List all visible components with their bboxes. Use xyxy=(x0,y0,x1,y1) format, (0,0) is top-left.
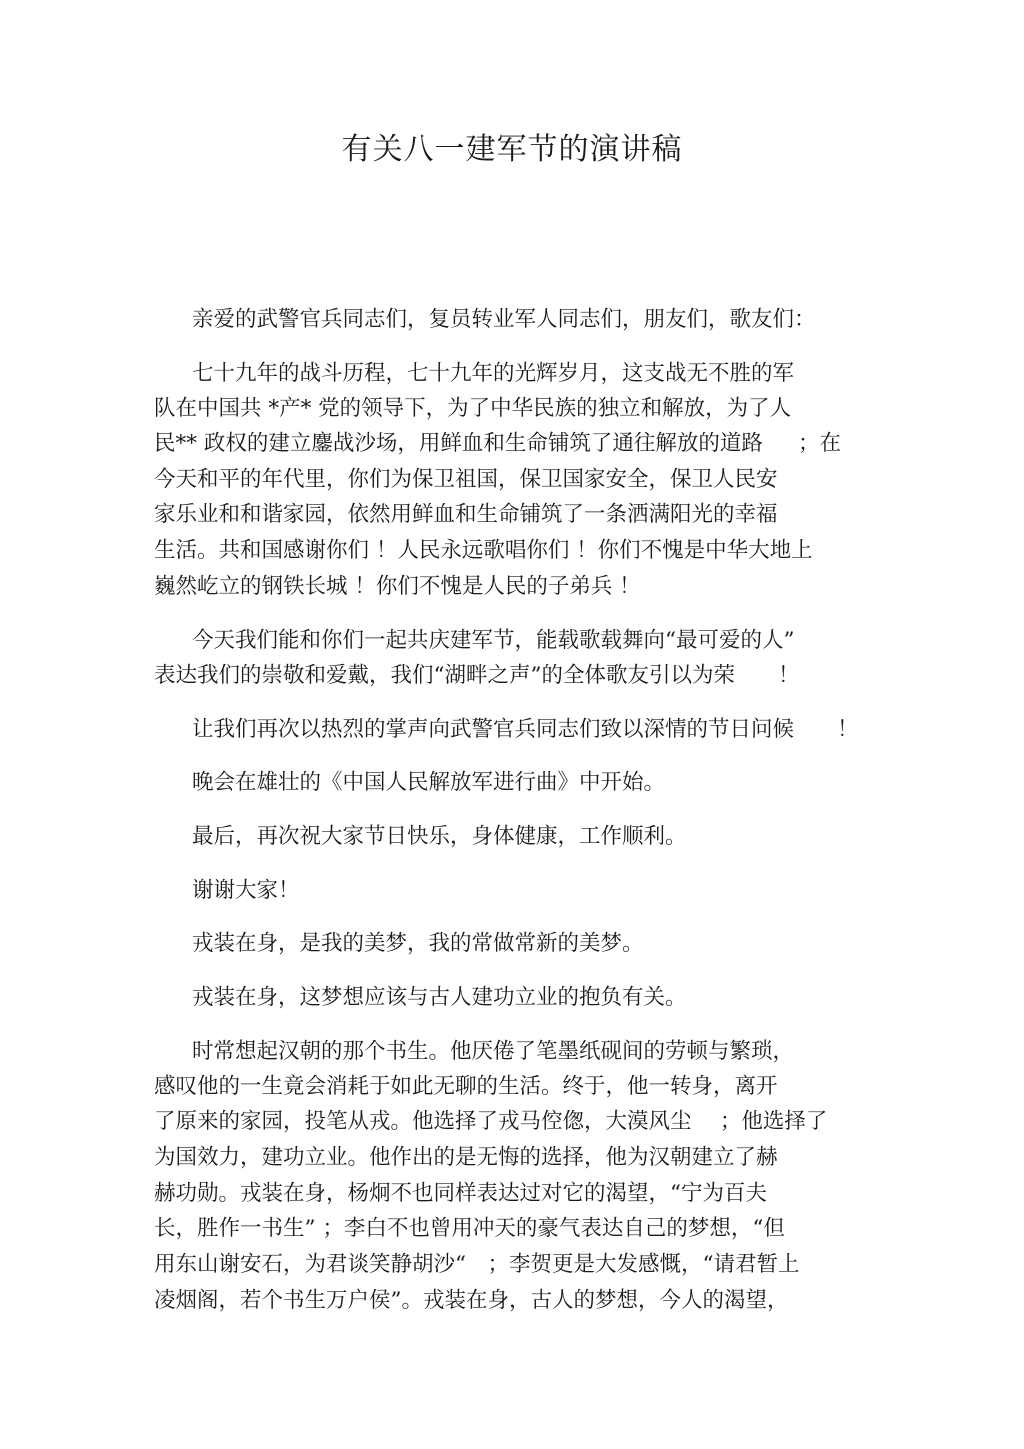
text-line: 生活。共和国感谢你们 ！人民永远歌唱你们 ！你们不愧是中华大地上 xyxy=(154,538,813,563)
text-line: 家乐业和和谐家园，依然用鲜血和生命铺筑了一条洒满阳光的幸福 xyxy=(154,502,778,527)
text-line: 用东山谢安石，为君谈笑静胡沙“ ；李贺更是大发感慨，“请君暂上 xyxy=(154,1252,800,1277)
text-line: 长，胜作一书生” ；李白不也曾用冲天的豪气表达自己的梦想，“但 xyxy=(154,1216,785,1241)
text-line: 巍然屹立的钢铁长城 ！你们不愧是人民的子弟兵 ！ xyxy=(154,574,641,599)
text-line: 民** 政权的建立鏖战沙场，用鲜血和生命铺筑了通往解放的道路 ；在 xyxy=(154,431,842,456)
text-line: 表达我们的崇敬和爱戴，我们“湖畔之声”的全体歌友引以为荣 ！ xyxy=(154,663,800,688)
text-line: 亲爱的武警官兵同志们，复员转业军人同志们，朋友们，歌友们： xyxy=(192,307,816,332)
text-line: 时常想起汉朝的那个书生。他厌倦了笔墨纸砚间的劳顿与繁琐， xyxy=(192,1039,795,1064)
text-line: 谢谢大家！ xyxy=(192,878,300,903)
text-line: 戎装在身，是我的美梦，我的常做常新的美梦。 xyxy=(192,931,644,956)
text-line: 戎装在身，这梦想应该与古人建功立业的抱负有关。 xyxy=(192,985,687,1010)
text-line: 今天和平的年代里，你们为保卫祖国，保卫国家安全，保卫人民安 xyxy=(154,467,778,492)
text-line: 感叹他的一生竟会消耗于如此无聊的生活。终于，他一转身，离开 xyxy=(154,1074,778,1099)
text-line: 今天我们能和你们一起共庆建军节，能载歌载舞向“最可爱的人” xyxy=(192,628,795,653)
text-line: 晚会在雄壮的《中国人民解放军进行曲》中开始。 xyxy=(192,770,666,795)
document-title: 有关八一建军节的演讲稿 xyxy=(341,132,683,167)
text-line: 凌烟阁，若个书生万户侯”。戎装在身，古人的梦想，今人的渴望， xyxy=(154,1288,789,1313)
text-line: 七十九年的战斗历程，七十九年的光辉岁月，这支战无不胜的军 xyxy=(192,361,795,386)
text-line: 为国效力，建功立业。他作出的是无悔的选择，他为汉朝建立了赫 xyxy=(154,1145,778,1170)
text-line: 让我们再次以热烈的掌声向武警官兵同志们致以深情的节日问候 ！ xyxy=(192,717,859,742)
text-line: 赫功勋。戎装在身，杨炯不也同样表达过对它的渴望，“宁为百夫 xyxy=(154,1181,767,1206)
text-line: 队在中国共 *产* 党的领导下，为了中华民族的独立和解放，为了人 xyxy=(154,396,792,421)
text-line: 了原来的家园，投笔从戎。他选择了戎马倥偬，大漠风尘 ；他选择了 xyxy=(154,1109,828,1134)
text-line: 最后，再次祝大家节日快乐，身体健康，工作顺利。 xyxy=(192,824,687,849)
